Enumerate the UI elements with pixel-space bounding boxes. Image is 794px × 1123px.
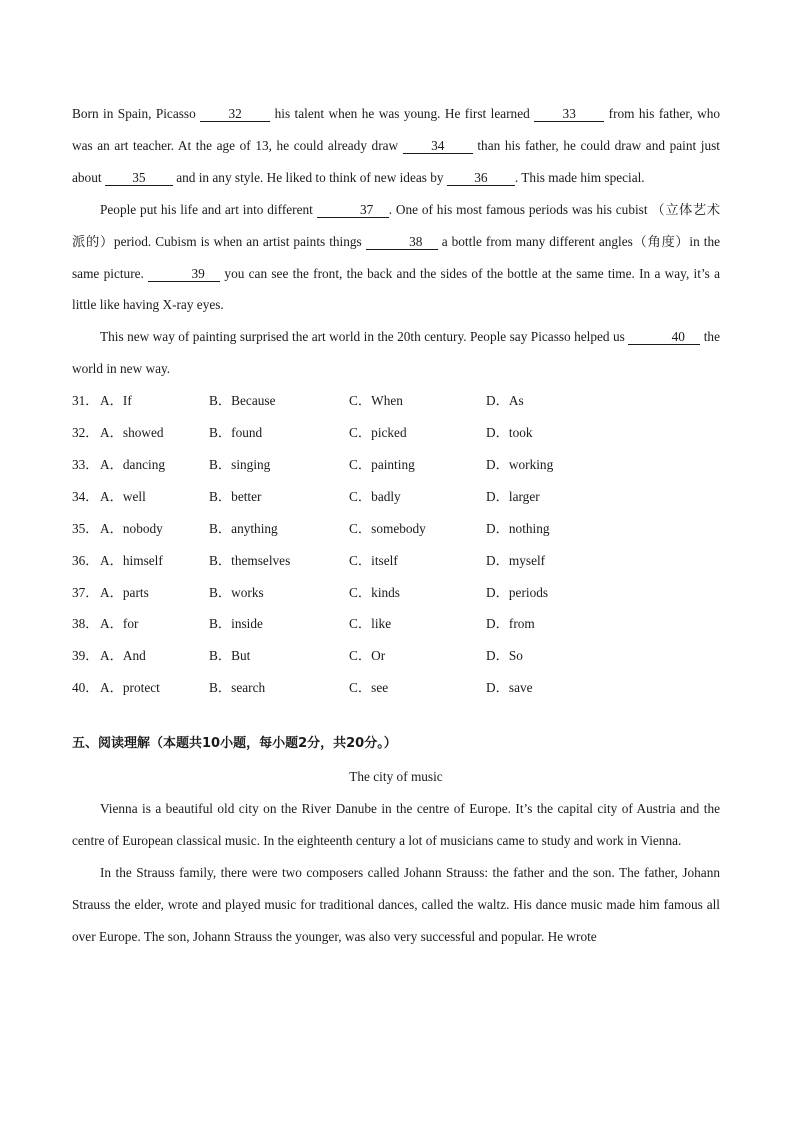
exam-page: [72, 98, 720, 952]
question-row: [72, 481, 720, 513]
question-row: [72, 577, 720, 609]
article-paragraph-2: In the Strauss family, there were two composers called Johann Strauss: the father and the son. The father, Johann Strauss the elder, wrote and played music for traditional dances, called the waltz. His dance music made him famous all over Europe. The son, Johann Strauss the younger, was also very successful and popular. He wrote: [72, 864, 720, 944]
option-c: C．like: [349, 616, 392, 632]
question-number: 38．: [72, 616, 99, 632]
option-d: D．took: [486, 425, 533, 441]
section-title: 五、阅读理解（本题共10小题，每小题2分，共20分。）: [72, 736, 397, 752]
option-d: D．periods: [486, 584, 549, 600]
question-number: 37．: [72, 584, 99, 600]
option-d: D．As: [486, 393, 524, 409]
blank-40: 40: [628, 330, 700, 345]
option-b: B．inside: [209, 616, 263, 632]
question-number: 33．: [72, 456, 99, 472]
article-paragraph-1: Vienna is a beautiful old city on the River Danube in the centre of Europe. It’s the capital city of Austria and the centre of European classical music. In the eighteenth century a lot of musicians came to study and work in Vienna.: [72, 800, 720, 848]
option-b: B．better: [209, 488, 262, 504]
option-b: B．singing: [209, 456, 271, 472]
option-d: D．from: [486, 616, 535, 632]
question-number: 39．: [72, 648, 99, 664]
question-number: 34．: [72, 488, 99, 504]
question-number: 35．: [72, 520, 99, 536]
option-b: B．themselves: [209, 552, 291, 568]
option-a: A．nobody: [100, 520, 163, 536]
option-a: A．showed: [100, 425, 164, 441]
option-c: C．picked: [349, 425, 407, 441]
question-row: [72, 417, 720, 449]
passage-text: . One of his most famous periods was his cubist （立体艺术派的）period. Cubism is when an artist paints things: [72, 201, 720, 249]
option-b: B．found: [209, 425, 263, 441]
question-number: 40．: [72, 680, 99, 696]
question-number: 32．: [72, 425, 99, 441]
option-c: C．somebody: [349, 520, 426, 536]
option-c: C．itself: [349, 552, 398, 568]
blank-33: 33: [534, 107, 604, 122]
passage-paragraph-3: [72, 321, 720, 385]
question-row: [72, 385, 720, 417]
option-a: A．parts: [100, 584, 149, 600]
passage-text: the world in new way.: [72, 329, 720, 377]
passage-paragraph-1: [72, 98, 720, 194]
question-row: [72, 545, 720, 577]
passage-text: This new way of painting surprised the art world in the 20th century. People say Picasso helped us: [100, 329, 629, 345]
passage-text: from his father, who was an art teacher. At the age of 13, he could already draw: [72, 106, 720, 153]
option-a: A．protect: [100, 680, 160, 696]
passage-paragraph-2: [72, 194, 720, 322]
blank-35: 35: [105, 171, 173, 186]
article-title: The city of music: [349, 768, 443, 784]
option-d: D．So: [486, 648, 523, 664]
passage-text: Born in Spain, Picasso: [72, 106, 201, 121]
blank-32: 32: [200, 107, 270, 122]
option-d: D．working: [486, 456, 554, 472]
passage-text: his talent when he was young. He first learned: [270, 106, 535, 121]
option-a: A．And: [100, 648, 146, 664]
blank-39: 39: [148, 267, 220, 282]
passage-text: . This made him special.: [514, 169, 645, 185]
option-b: B．anything: [209, 520, 278, 536]
option-c: C．badly: [349, 488, 401, 504]
question-number: 31．: [72, 393, 99, 409]
option-b: B．But: [209, 648, 251, 664]
question-options-list: [72, 385, 720, 704]
question-row: [72, 513, 720, 545]
option-c: C．painting: [349, 456, 415, 472]
passage-text: than his father, he could draw and paint just about: [72, 137, 720, 185]
option-b: B．works: [209, 584, 264, 600]
option-d: D．myself: [486, 552, 546, 568]
option-d: D．larger: [486, 488, 540, 504]
option-b: B．search: [209, 680, 266, 696]
option-d: D．nothing: [486, 520, 550, 536]
option-c: C．see: [349, 680, 389, 696]
option-a: A．well: [100, 488, 146, 504]
option-a: A．for: [100, 616, 139, 632]
option-a: A．himself: [100, 552, 163, 568]
option-c: C．kinds: [349, 584, 400, 600]
option-a: A．If: [100, 393, 132, 409]
passage-text: and in any style. He liked to think of new ideas by: [172, 169, 447, 185]
option-b: B．Because: [209, 393, 276, 409]
blank-34: 34: [403, 139, 473, 154]
question-row: [72, 640, 720, 672]
option-d: D．save: [486, 680, 533, 696]
blank-36: 36: [447, 171, 515, 186]
question-row: [72, 608, 720, 640]
passage-text: a bottle from many different angles（角度）in the same picture.: [72, 233, 720, 281]
option-a: A．dancing: [100, 456, 165, 472]
question-row: [72, 672, 720, 704]
option-c: C．Or: [349, 648, 386, 664]
blank-38: 38: [366, 235, 438, 250]
question-row: [72, 449, 720, 481]
passage-text: People put his life and art into different: [100, 201, 317, 217]
question-number: 36．: [72, 552, 99, 568]
option-c: C．When: [349, 393, 403, 409]
passage-text: you can see the front, the back and the sides of the bottle at the same time. In a way, it’s a little like having X-ray eyes.: [72, 265, 721, 313]
blank-37: 37: [317, 203, 389, 218]
